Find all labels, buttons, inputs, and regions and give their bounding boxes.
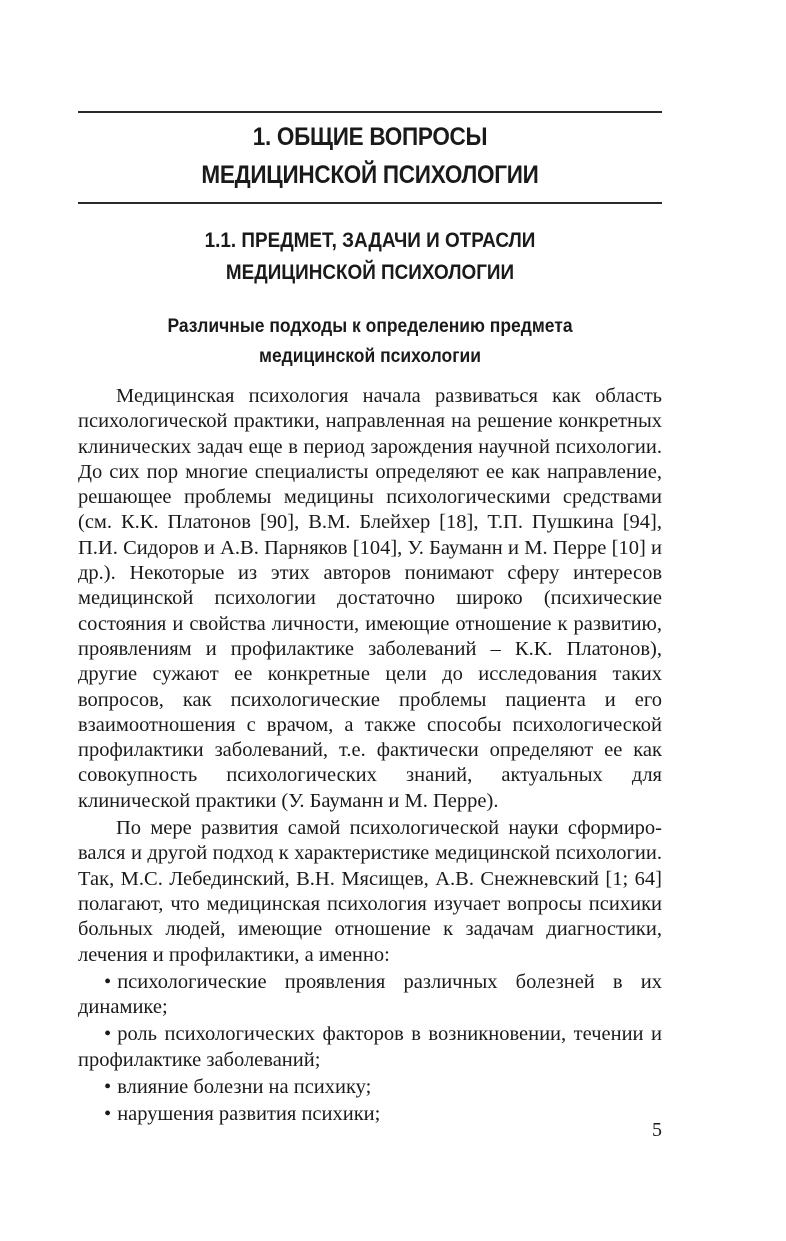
chapter-title-line-1: 1. ОБЩИЕ ВОПРОСЫ [252, 123, 488, 151]
page-number: 5 [652, 1119, 662, 1141]
bullet-icon: • [104, 1023, 112, 1046]
paragraph-2: По мере развития самой психологической науки сформировался и другой подход к характеристике медицинской психологии. Так, М.С. Лебединский, В.Н. Мясищев, А.В. Снежневский [1; 64] полагают, что медицинская психология изучает вопросы психики больных людей, имеющие отношение к задачам диагностики, лечения и профилактики, а именно: [78, 817, 662, 966]
body-text [78, 384, 662, 1128]
bullet-item-4 [78, 1102, 662, 1127]
chapter-title-line-2: МЕДИЦИНСКОЙ ПСИХОЛОГИИ [201, 161, 539, 189]
paragraph-1: Медицинская психология начала развиваться как область психологической практики, направленная на решение конкретных клинических задач еще в период зарождения научной психологии. До сих пор многие специалисты определяют ее как направление, решающее проблемы медицины психологическими средствами (см. К.К. Платонов [90], В.М. Блейхер [18], Т.П. Пушкина [94], П.И. Сидоров и А.В. Парняков [104], У. Бауманн и М. Перре [10] и др.). Некоторые из этих авторов понимают сферу интересов медицинской психологии достаточно широко (психические состояния и свойства личности, имеющие отношение к развитию, проявлениям и профилактике заболеваний – К.К. Платонов), другие сужают ее конкретные цели до исследования таких вопросов, как психологические проблемы пациента и его взаимоотношения с врачом, а также способы психологической профилактики заболеваний, т.е. фактически определяют ее как совокупность психологических знаний, актуальных для клинической практики (У. Бауманн и М. Перре). [78, 385, 662, 812]
bullet-item-1 [78, 970, 662, 1021]
bullet-item-text: нарушения развития психики; [117, 1103, 381, 1126]
subsection-title-line-1: Различные подходы к определению предмета [167, 316, 573, 337]
bullet-item-text: влияние болезни на психику; [117, 1076, 372, 1099]
subsection-title [101, 312, 638, 372]
chapter-title [107, 118, 633, 194]
bottom-rule [78, 202, 662, 204]
bullet-item-text: психологические проявления различных болезней в их динамике; [78, 970, 662, 1019]
bullet-icon: • [104, 1076, 112, 1099]
bullet-icon: • [104, 1103, 112, 1126]
bullet-item-2 [78, 1022, 662, 1073]
bullet-item-text: роль психологических факторов в возникновении, течении и профилактике заболеваний; [78, 1023, 662, 1071]
bullet-item-3 [78, 1075, 662, 1100]
section-title [107, 225, 633, 289]
bullet-icon: • [104, 970, 112, 993]
section-title-line-2: МЕДИЦИНСКОЙ ПСИХОЛОГИИ [225, 261, 515, 284]
section-title-line-1: 1.1. ПРЕДМЕТ, ЗАДАЧИ И ОТРАСЛИ [204, 229, 536, 252]
top-rule [78, 111, 662, 113]
subsection-title-line-2: медицинской психологии [259, 346, 481, 367]
